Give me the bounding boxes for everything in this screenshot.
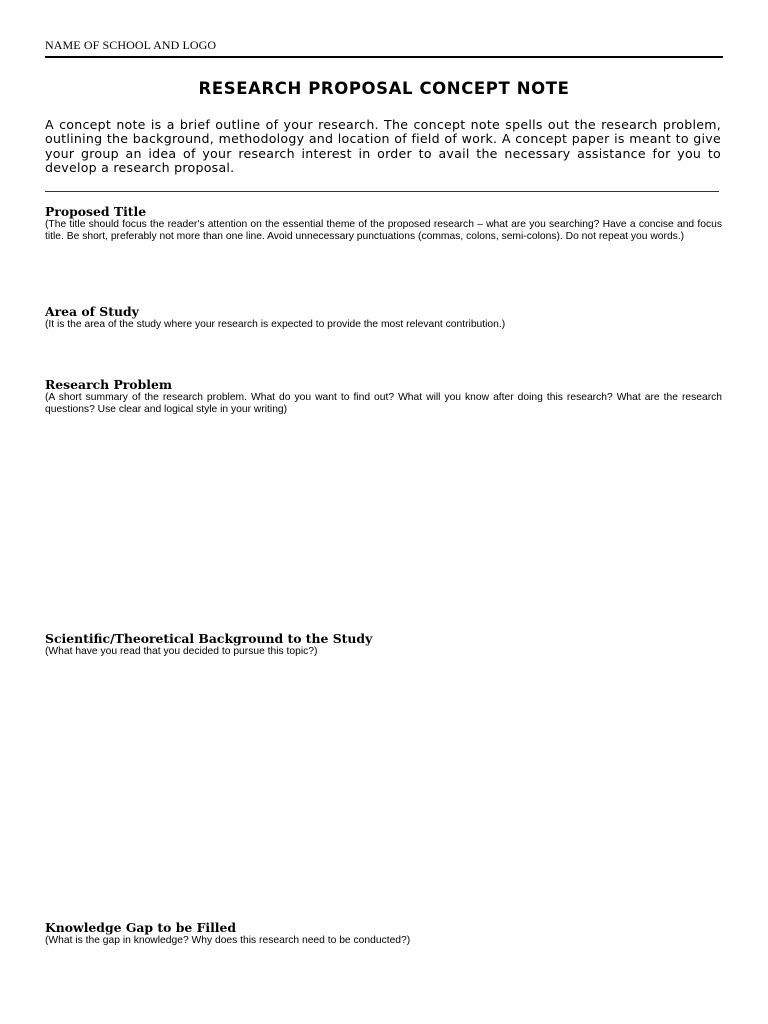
section-heading: Research Problem [45,377,172,392]
section-research-problem [45,378,722,417]
section-description: (What have you read that you decided to pursue this topic?) [45,646,318,657]
section-area-of-study [45,305,722,331]
intro-paragraph: A concept note is a brief outline of your research. The concept note spells out the research problem, outlining the background, methodology and location of field of work. A concept paper is meant to give your group an idea of your research interest in order to avail the necessary assistance for you to develop a research proposal. [45,117,721,175]
section-heading: Scientific/Theoretical Background to the Study [45,631,373,646]
school-name-header: NAME OF SCHOOL AND LOGO [45,38,217,52]
section-heading: Area of Study [45,304,139,319]
section-heading: Knowledge Gap to be Filled [45,920,237,935]
section-heading: Proposed Title [45,204,147,219]
section-description: (What is the gap in knowledge? Why does this research need to be conducted?) [45,935,411,946]
intro-divider [45,191,719,192]
document-title: RESEARCH PROPOSAL CONCEPT NOTE [198,79,570,98]
section-knowledge-gap [45,921,722,947]
header-divider [45,56,723,58]
section-proposed-title [45,205,722,244]
section-description: (A short summary of the research problem. What do you want to find out? What will you know after doing this research? What are the research questions? Use clear and logical style in your writing) [45,392,722,416]
section-theoretical-background [45,632,722,658]
section-description: (The title should focus the reader's attention on the essential theme of the proposed research – what are you searching? Have a concise and focus title. Be short, preferably not more than one line. Avoid unnecessary punctuations (commas, colons, semi-colons). Do not repeat you words.) [45,219,722,243]
section-description: (It is the area of the study where your research is expected to provide the most relevant contribution.) [45,319,506,330]
